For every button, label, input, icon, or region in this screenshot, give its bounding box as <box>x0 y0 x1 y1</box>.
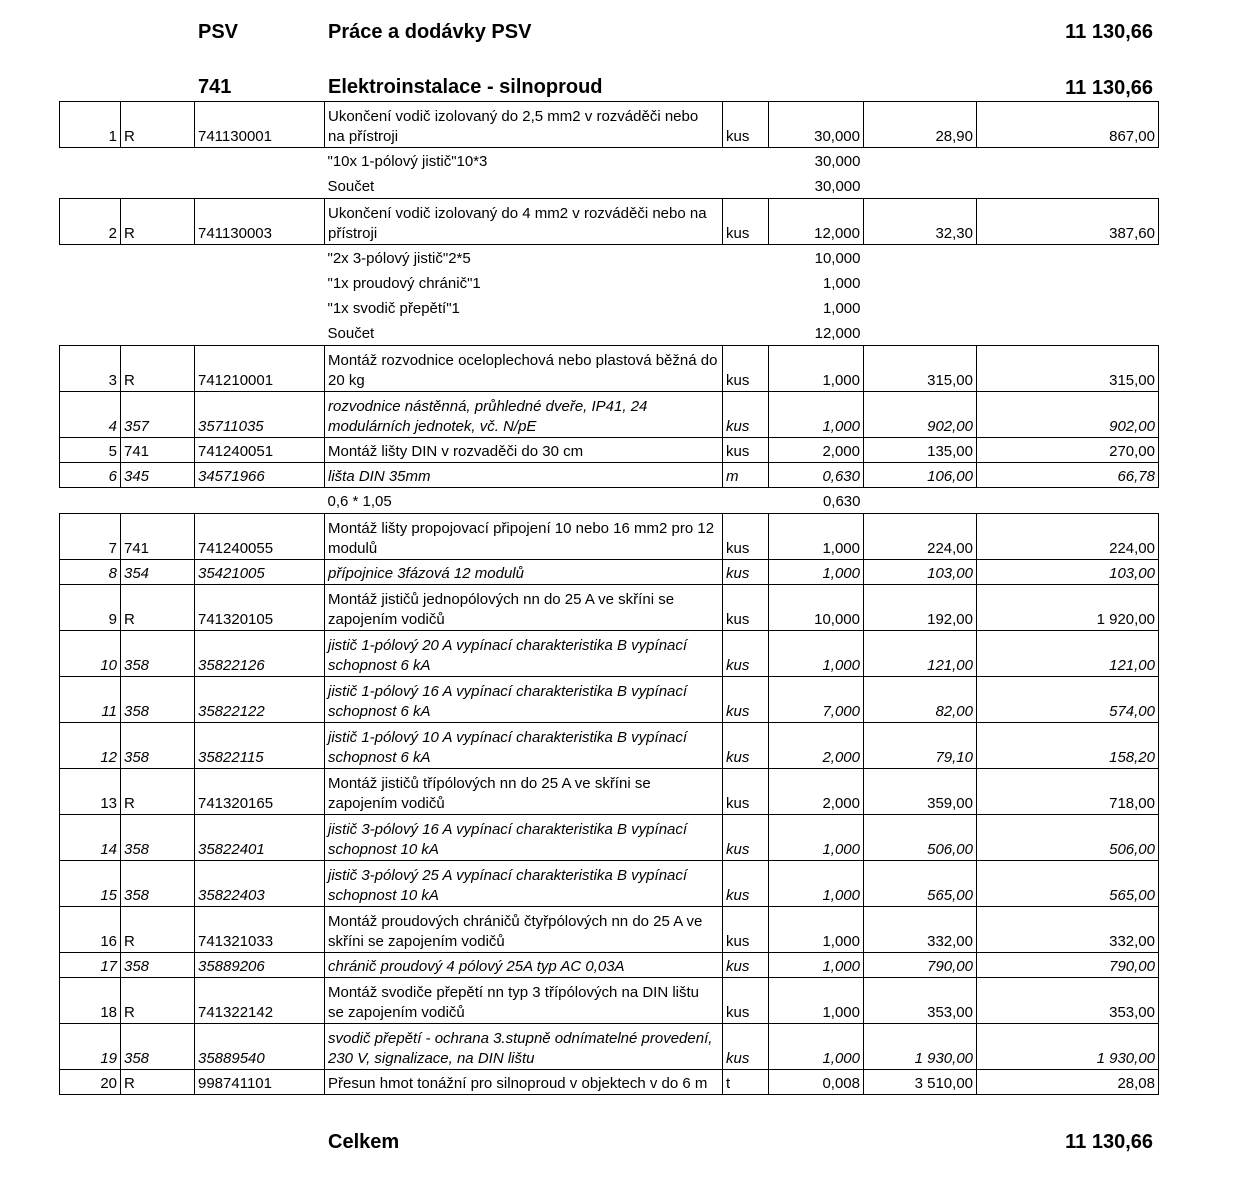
unit-price: 79,10 <box>864 723 977 769</box>
table-row <box>60 463 1159 488</box>
row-number: 2 <box>60 199 121 245</box>
table-row <box>60 585 1159 631</box>
empty-cell <box>60 173 121 199</box>
item-description: svodič přepětí - ochrana 3.stupně odnímatelné provedení, 230 V, signalizace, na DIN lištu <box>325 1024 723 1070</box>
item-description: jistič 1-pólový 16 A vypínací charakteristika B vypínací schopnost 6 kA <box>325 677 723 723</box>
breakdown-quantity: 1,000 <box>822 300 861 317</box>
breakdown-description: 0,6 * 1,05 <box>327 493 392 510</box>
unit-price: 565,00 <box>864 861 977 907</box>
table-row <box>60 631 1159 677</box>
total-price: 1 930,00 <box>977 1024 1159 1070</box>
quantity: 2,000 <box>769 769 864 815</box>
unit-price: 902,00 <box>864 392 977 438</box>
unit-price: 790,00 <box>864 953 977 978</box>
row-type: R <box>121 907 195 953</box>
unit: kus <box>723 560 769 585</box>
item-description: Montáž svodiče přepětí nn typ 3 třípólových na DIN lištu se zapojením vodičů <box>325 978 723 1024</box>
item-description: Montáž proudových chráničů čtyřpólových nn do 25 A ve skříni se zapojením vodičů <box>325 907 723 953</box>
quantity: 1,000 <box>769 631 864 677</box>
quantity-breakdown-row <box>60 148 1159 174</box>
breakdown-description: "1x svodič přepětí"1 <box>327 300 460 317</box>
quantity: 1,000 <box>769 978 864 1024</box>
empty-cell <box>723 148 769 174</box>
empty-cell <box>121 148 195 174</box>
item-code: 35822403 <box>195 861 325 907</box>
row-number: 6 <box>60 463 121 488</box>
total-price: 353,00 <box>977 978 1159 1024</box>
item-description: Ukončení vodič izolovaný do 4 mm2 v rozváděči nebo na přístroji <box>325 199 723 245</box>
quantity: 10,000 <box>769 585 864 631</box>
table-row <box>60 438 1159 463</box>
unit: kus <box>723 438 769 463</box>
unit: kus <box>723 769 769 815</box>
total-price: 902,00 <box>977 392 1159 438</box>
table-row <box>60 953 1159 978</box>
item-description: jistič 3-pólový 25 A vypínací charakteristika B vypínací schopnost 10 kA <box>325 861 723 907</box>
unit: kus <box>723 907 769 953</box>
item-code: 741130003 <box>195 199 325 245</box>
row-type: R <box>121 199 195 245</box>
row-type: R <box>121 1070 195 1095</box>
table-row <box>60 978 1159 1024</box>
quantity-breakdown-row <box>60 488 1159 514</box>
empty-cell <box>121 320 195 346</box>
unit: kus <box>723 953 769 978</box>
item-code: 35822126 <box>195 631 325 677</box>
total-price: 506,00 <box>977 815 1159 861</box>
table-row <box>60 815 1159 861</box>
section-code: PSV <box>198 21 239 43</box>
row-number: 18 <box>60 978 121 1024</box>
row-number: 7 <box>60 514 121 560</box>
empty-cell <box>723 245 769 271</box>
table-row <box>60 560 1159 585</box>
row-type: 354 <box>121 560 195 585</box>
row-number: 9 <box>60 585 121 631</box>
subsection-code: 741 <box>198 76 232 98</box>
row-number: 12 <box>60 723 121 769</box>
budget-table <box>59 101 1159 1095</box>
row-number: 8 <box>60 560 121 585</box>
row-number: 19 <box>60 1024 121 1070</box>
unit: kus <box>723 677 769 723</box>
table-row <box>60 346 1159 392</box>
total-price: 387,60 <box>977 199 1159 245</box>
unit-price: 192,00 <box>864 585 977 631</box>
item-code: 35711035 <box>195 392 325 438</box>
row-number: 15 <box>60 861 121 907</box>
table-row <box>60 769 1159 815</box>
row-type: 741 <box>121 514 195 560</box>
unit: m <box>723 463 769 488</box>
item-code: 741210001 <box>195 346 325 392</box>
empty-cell <box>121 245 195 271</box>
unit: kus <box>723 514 769 560</box>
unit-price: 28,90 <box>864 102 977 148</box>
empty-cell <box>977 173 1159 199</box>
empty-cell <box>864 320 977 346</box>
item-description: Montáž jističů jednopólových nn do 25 A ve skříni se zapojením vodičů <box>325 585 723 631</box>
row-type: 345 <box>121 463 195 488</box>
quantity: 1,000 <box>769 953 864 978</box>
breakdown-quantity: 0,630 <box>822 493 861 510</box>
unit: kus <box>723 631 769 677</box>
item-code: 35822115 <box>195 723 325 769</box>
quantity: 30,000 <box>769 102 864 148</box>
empty-cell <box>977 270 1159 295</box>
breakdown-quantity: 30,000 <box>814 178 861 195</box>
table-row <box>60 861 1159 907</box>
unit-price: 1 930,00 <box>864 1024 977 1070</box>
empty-cell <box>864 173 977 199</box>
table-row <box>60 907 1159 953</box>
table-row <box>60 1070 1159 1095</box>
total-price: 565,00 <box>977 861 1159 907</box>
unit: kus <box>723 1024 769 1070</box>
row-type: 358 <box>121 631 195 677</box>
item-code: 741320105 <box>195 585 325 631</box>
row-type: 358 <box>121 1024 195 1070</box>
quantity: 0,008 <box>769 1070 864 1095</box>
row-type: 358 <box>121 677 195 723</box>
empty-cell <box>60 245 121 271</box>
item-description: lišta DIN 35mm <box>325 463 723 488</box>
item-description: jistič 1-pólový 10 A vypínací charakteristika B vypínací schopnost 6 kA <box>325 723 723 769</box>
empty-cell <box>977 295 1159 320</box>
item-description: rozvodnice nástěnná, průhledné dveře, IP41, 24 modulárních jednotek, vč. N/pE <box>325 392 723 438</box>
quantity: 2,000 <box>769 438 864 463</box>
total-price: 224,00 <box>977 514 1159 560</box>
empty-cell <box>60 148 121 174</box>
unit-price: 135,00 <box>864 438 977 463</box>
grand-total-label: Celkem <box>328 1131 400 1153</box>
row-type: 358 <box>121 953 195 978</box>
row-number: 17 <box>60 953 121 978</box>
quantity-breakdown-row <box>60 295 1159 320</box>
empty-cell <box>723 173 769 199</box>
quantity: 1,000 <box>769 1024 864 1070</box>
item-code: 35822401 <box>195 815 325 861</box>
row-number: 14 <box>60 815 121 861</box>
table-row <box>60 514 1159 560</box>
item-code: 741322142 <box>195 978 325 1024</box>
empty-cell <box>864 488 977 514</box>
quantity-breakdown-row <box>60 245 1159 271</box>
empty-cell <box>723 488 769 514</box>
empty-cell <box>195 245 325 271</box>
unit-price: 224,00 <box>864 514 977 560</box>
empty-cell <box>121 488 195 514</box>
empty-cell <box>195 295 325 320</box>
unit-price: 106,00 <box>864 463 977 488</box>
total-price: 28,08 <box>977 1070 1159 1095</box>
empty-cell <box>60 295 121 320</box>
item-code: 35822122 <box>195 677 325 723</box>
unit: kus <box>723 585 769 631</box>
table-row <box>60 199 1159 245</box>
breakdown-description: Součet <box>327 325 375 342</box>
unit: kus <box>723 102 769 148</box>
quantity-breakdown-row <box>60 270 1159 295</box>
item-description: jistič 1-pólový 20 A vypínací charakteristika B vypínací schopnost 6 kA <box>325 631 723 677</box>
unit-price: 32,30 <box>864 199 977 245</box>
empty-cell <box>195 148 325 174</box>
breakdown-description: "10x 1-pólový jistič"10*3 <box>327 153 488 170</box>
item-code: 35421005 <box>195 560 325 585</box>
empty-cell <box>977 245 1159 271</box>
table-row <box>60 677 1159 723</box>
row-type: R <box>121 585 195 631</box>
empty-cell <box>864 270 977 295</box>
total-price: 332,00 <box>977 907 1159 953</box>
item-code: 741321033 <box>195 907 325 953</box>
total-price: 718,00 <box>977 769 1159 815</box>
table-row <box>60 1024 1159 1070</box>
quantity: 1,000 <box>769 560 864 585</box>
quantity: 1,000 <box>769 392 864 438</box>
item-code: 741130001 <box>195 102 325 148</box>
quantity-breakdown-row <box>60 173 1159 199</box>
quantity: 1,000 <box>769 346 864 392</box>
budget-table-body <box>60 102 1159 1095</box>
row-type: 358 <box>121 723 195 769</box>
row-type: 357 <box>121 392 195 438</box>
empty-cell <box>60 320 121 346</box>
empty-cell <box>864 148 977 174</box>
quantity: 1,000 <box>769 861 864 907</box>
item-code: 35889540 <box>195 1024 325 1070</box>
table-row <box>60 102 1159 148</box>
row-number: 3 <box>60 346 121 392</box>
quantity: 1,000 <box>769 907 864 953</box>
item-description: Montáž rozvodnice oceloplechová nebo plastová běžná do 20 kg <box>325 346 723 392</box>
empty-cell <box>977 488 1159 514</box>
row-number: 16 <box>60 907 121 953</box>
breakdown-quantity: 12,000 <box>814 325 861 342</box>
table-row <box>60 723 1159 769</box>
unit: kus <box>723 199 769 245</box>
empty-cell <box>60 488 121 514</box>
row-type: R <box>121 102 195 148</box>
empty-cell <box>121 270 195 295</box>
total-price: 790,00 <box>977 953 1159 978</box>
total-price: 158,20 <box>977 723 1159 769</box>
total-price: 66,78 <box>977 463 1159 488</box>
row-number: 1 <box>60 102 121 148</box>
empty-cell <box>195 488 325 514</box>
row-number: 11 <box>60 677 121 723</box>
unit: kus <box>723 723 769 769</box>
empty-cell <box>864 245 977 271</box>
total-price: 315,00 <box>977 346 1159 392</box>
breakdown-quantity: 1,000 <box>822 275 861 292</box>
empty-cell <box>195 173 325 199</box>
empty-cell <box>723 320 769 346</box>
item-code: 35889206 <box>195 953 325 978</box>
unit: kus <box>723 815 769 861</box>
breakdown-quantity: 10,000 <box>814 250 861 267</box>
row-type: R <box>121 769 195 815</box>
unit: t <box>723 1070 769 1095</box>
empty-cell <box>195 320 325 346</box>
quantity: 1,000 <box>769 815 864 861</box>
empty-cell <box>977 320 1159 346</box>
item-description: jistič 3-pólový 16 A vypínací charakteristika B vypínací schopnost 10 kA <box>325 815 723 861</box>
empty-cell <box>723 270 769 295</box>
total-price: 103,00 <box>977 560 1159 585</box>
unit: kus <box>723 346 769 392</box>
unit-price: 82,00 <box>864 677 977 723</box>
total-price: 867,00 <box>977 102 1159 148</box>
grand-total-value: 11 130,66 <box>1065 1131 1153 1153</box>
row-type: R <box>121 978 195 1024</box>
empty-cell <box>121 173 195 199</box>
total-price: 574,00 <box>977 677 1159 723</box>
empty-cell <box>121 295 195 320</box>
unit-price: 103,00 <box>864 560 977 585</box>
table-row <box>60 392 1159 438</box>
unit-price: 359,00 <box>864 769 977 815</box>
item-description: Montáž lišty propojovací připojení 10 nebo 16 mm2 pro 12 modulů <box>325 514 723 560</box>
breakdown-quantity: 30,000 <box>814 153 861 170</box>
row-number: 13 <box>60 769 121 815</box>
quantity: 12,000 <box>769 199 864 245</box>
breakdown-description: "2x 3-pólový jistič"2*5 <box>327 250 471 267</box>
quantity: 1,000 <box>769 514 864 560</box>
empty-cell <box>864 295 977 320</box>
empty-cell <box>723 295 769 320</box>
item-description: Přesun hmot tonážní pro silnoproud v objektech v do 6 m <box>325 1070 723 1095</box>
section-total: 11 130,66 <box>1065 21 1153 43</box>
unit-price: 332,00 <box>864 907 977 953</box>
quantity: 7,000 <box>769 677 864 723</box>
unit-price: 3 510,00 <box>864 1070 977 1095</box>
breakdown-description: Součet <box>327 178 375 195</box>
unit: kus <box>723 392 769 438</box>
total-price: 270,00 <box>977 438 1159 463</box>
item-description: Montáž jističů třípólových nn do 25 A ve skříni se zapojením vodičů <box>325 769 723 815</box>
item-code: 741320165 <box>195 769 325 815</box>
empty-cell <box>195 270 325 295</box>
item-description: Ukončení vodič izolovaný do 2,5 mm2 v rozváděči nebo na přístroji <box>325 102 723 148</box>
unit-price: 353,00 <box>864 978 977 1024</box>
item-description: chránič proudový 4 pólový 25A typ AC 0,03A <box>325 953 723 978</box>
row-type: 741 <box>121 438 195 463</box>
item-code: 741240051 <box>195 438 325 463</box>
item-code: 741240055 <box>195 514 325 560</box>
row-type: 358 <box>121 815 195 861</box>
unit-price: 506,00 <box>864 815 977 861</box>
section-title: Práce a dodávky PSV <box>328 21 532 43</box>
subsection-title: Elektroinstalace - silnoproud <box>328 76 603 98</box>
quantity-breakdown-row <box>60 320 1159 346</box>
empty-cell <box>60 270 121 295</box>
item-code: 34571966 <box>195 463 325 488</box>
unit: kus <box>723 978 769 1024</box>
row-number: 10 <box>60 631 121 677</box>
subsection-total: 11 130,66 <box>1065 77 1153 99</box>
item-code: 998741101 <box>195 1070 325 1095</box>
unit-price: 315,00 <box>864 346 977 392</box>
row-number: 4 <box>60 392 121 438</box>
row-number: 5 <box>60 438 121 463</box>
breakdown-description: "1x proudový chránič"1 <box>327 275 481 292</box>
total-price: 1 920,00 <box>977 585 1159 631</box>
item-description: přípojnice 3fázová 12 modulů <box>325 560 723 585</box>
quantity: 2,000 <box>769 723 864 769</box>
unit-price: 121,00 <box>864 631 977 677</box>
row-type: R <box>121 346 195 392</box>
item-description: Montáž lišty DIN v rozvaděči do 30 cm <box>325 438 723 463</box>
empty-cell <box>977 148 1159 174</box>
total-price: 121,00 <box>977 631 1159 677</box>
row-type: 358 <box>121 861 195 907</box>
quantity: 0,630 <box>769 463 864 488</box>
unit: kus <box>723 861 769 907</box>
row-number: 20 <box>60 1070 121 1095</box>
